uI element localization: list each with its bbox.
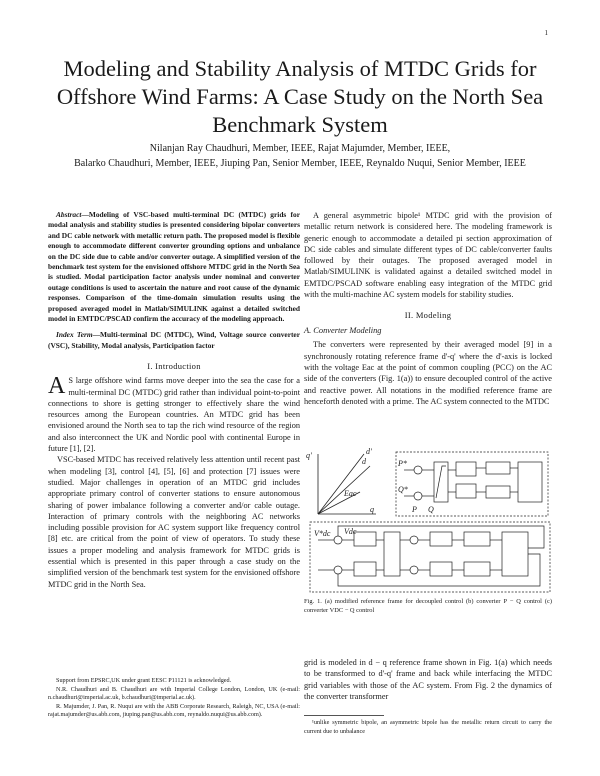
right-paragraph-2: The converters were represented by their averaged model [9] in a synchronously rotating reference frame d'-q' where the d'-axis is locked with the voltage Eac at the point of common coupling (PCC) on the AC side of the converters (Fig. 1(a)) to ensure decoupled control of the active and reactive power. All notations in the modified reference frame are henceforth denoted with a prime. The AC system connected to the MTDC <box>304 340 552 406</box>
footnote-affiliation-1: N.R. Chaudhuri and B. Chaudhuri are with Imperial College London, London, UK (e-mail: n.chaudhuri@imperial.ac.uk, b.chaudhuri@imperial.ac.uk). <box>48 685 300 702</box>
label-p: P <box>412 505 417 514</box>
footnote-affiliation-2: R. Majumder, J. Pan, R. Nuqui are with the ABB Corporate Research, Raleigh, NC, USA (e-mail: rajat.majumder@us.abb.com, jiuping.pan@us.abb.com, reynaldo.nuqui@us.abb.com). <box>48 702 300 719</box>
author-list <box>30 141 570 171</box>
right-column-continuation <box>304 657 552 702</box>
index-terms <box>48 330 300 351</box>
reference-frame-diagram <box>318 454 376 514</box>
abstract <box>48 210 300 324</box>
footnote-rule <box>304 715 384 716</box>
label-vdc: Vdc <box>344 527 357 536</box>
label-d: d <box>362 457 366 466</box>
right-paragraph-3: grid is modeled in d − q reference frame shown in Fig. 1(a) which needs to be transformed to d'-q' frame and back while interfacing the MTDC grid variables with those of the AC system. From Fig. 2 the dynamics of the converter transformer <box>304 658 552 701</box>
intro-paragraph-1 <box>48 375 300 454</box>
pq-control-block <box>396 452 548 516</box>
label-q: q <box>370 505 374 514</box>
author-line-2: Balarko Chaudhuri, Member, IEEE, Jiuping Pan, Senior Member, IEEE, Reynaldo Nuqui, Senior Member, IEEE <box>74 158 526 169</box>
page-number: 1 <box>544 29 548 37</box>
index-text: —Multi-terminal DC (MTDC), Wind, Voltage source converter (VSC), Stability, Modal analysis, Participation factor <box>48 330 300 350</box>
label-q-measured: Q <box>428 505 434 514</box>
paper-title: Modeling and Stability Analysis of MTDC Grids for Offshore Wind Farms: A Case Study on the North Sea Benchmark System <box>56 56 544 137</box>
right-footnote <box>304 715 552 736</box>
label-vdc-star: V*dc <box>314 529 331 538</box>
subsection-converter-modeling: A. Converter Modeling <box>304 326 382 336</box>
intro-paragraph-1-text: S large offshore wind farms move deeper into the sea the case for a multi-terminal DC (MTDC) grid rather than individual point-to-point connections to shore is getting stronger to effectively share the wind resources among the European countries. An MTDC grid has been envisioned around the North sea to tap the rich wind resource of the region and also interconnect the UK and Nordic pool with continental Europe in future [1], [2]. <box>48 376 300 454</box>
label-p-star: P* <box>398 459 407 468</box>
figure-1-caption: Fig. 1. (a) modified reference frame for decoupled control (b) converter P − Q control (c) converter VDC − Q control <box>304 598 552 614</box>
label-d-prime: d' <box>366 448 372 456</box>
right-paragraph-1: A general asymmetric bipole¹ MTDC grid with the provision of metallic return network is considered here. The modeling framework is generic enough to accommodate a detailed pi section approximation of DC side cables and simulate different types of DC cable/converter faults followed by their outages. The proposed averaged model in Matlab/SIMULINK is validated against a detailed switched model in EMTDC/PSCAD software enabling easy integration of the MTDC grid with the multi-machine AC system models for stability studies. <box>304 211 552 300</box>
label-eac: Eac <box>344 489 357 498</box>
dropcap: A <box>48 373 66 400</box>
author-line-1: Nilanjan Ray Chaudhuri, Member, IEEE, Rajat Majumder, Member, IEEE, <box>149 143 451 154</box>
intro-paragraph-2: VSC-based MTDC has received relatively less attention until recent past when modeling [3], control [4], [5], [6] and protection [7] issues were studied. Major challenges in operation of an MTDC grid includes appropriate primary control of converter stations to ensure autonomous sharing of power imbalance following a converter and/or cable outage. Interaction of primary controls with the neighboring AC networks including possible provision for AC system support like frequency control [8] etc. are critical from the point of view of operators. To study these issues a proper modeling and analysis framework for MTDC grids is essential which is presented in this paper through a case study on the simplified version of the benchmark test system for the envisioned offshore MTDC grid in the North Sea. <box>48 455 300 589</box>
right-column <box>304 210 552 407</box>
section-modeling-title: II. Modeling <box>404 310 452 321</box>
footnote-support: Support from EPSRC,UK under grant EESC P11121 is acknowledged. <box>56 677 232 684</box>
index-label: Index Term <box>56 330 93 340</box>
axis-q <box>318 454 364 514</box>
abstract-label: Abstract <box>56 210 82 219</box>
section-introduction-title: I. Introduction <box>147 361 201 372</box>
footnote-bipole: ¹unlike symmetric bipole, an asymmetric bipole has the metallic return circuit to carry the current due to unbalance <box>304 719 552 735</box>
figure-1-diagram <box>304 448 554 596</box>
label-q-prime: q' <box>306 451 312 460</box>
left-column <box>48 210 300 590</box>
label-q-star: Q* <box>398 485 408 494</box>
abstract-text: —Modeling of VSC-based multi-terminal DC (MTDC) grids for modal analysis and stability studies is presented considering bipolar converters and DC cable network with metallic return path. The proposed model is flexible enough to accommodate different converter grounding options and unbalance on the DC side due to cable and/or converter outage. A simplified version of the benchmark test system for the envisioned offshore MTDC grid in the North Sea is studied. Modal participation factor analysis under nominal and converter outage conditions is used to ascertain the nature and root cause of the dynamic responses. Comparison of the time-domain simulation results using the proposed averaged model in Matlab/SIMULINK against a detailed switched model in EMTDC/PSCAD confirm the accuracy of the modeling approach. <box>48 210 300 324</box>
left-footnotes <box>48 677 300 720</box>
